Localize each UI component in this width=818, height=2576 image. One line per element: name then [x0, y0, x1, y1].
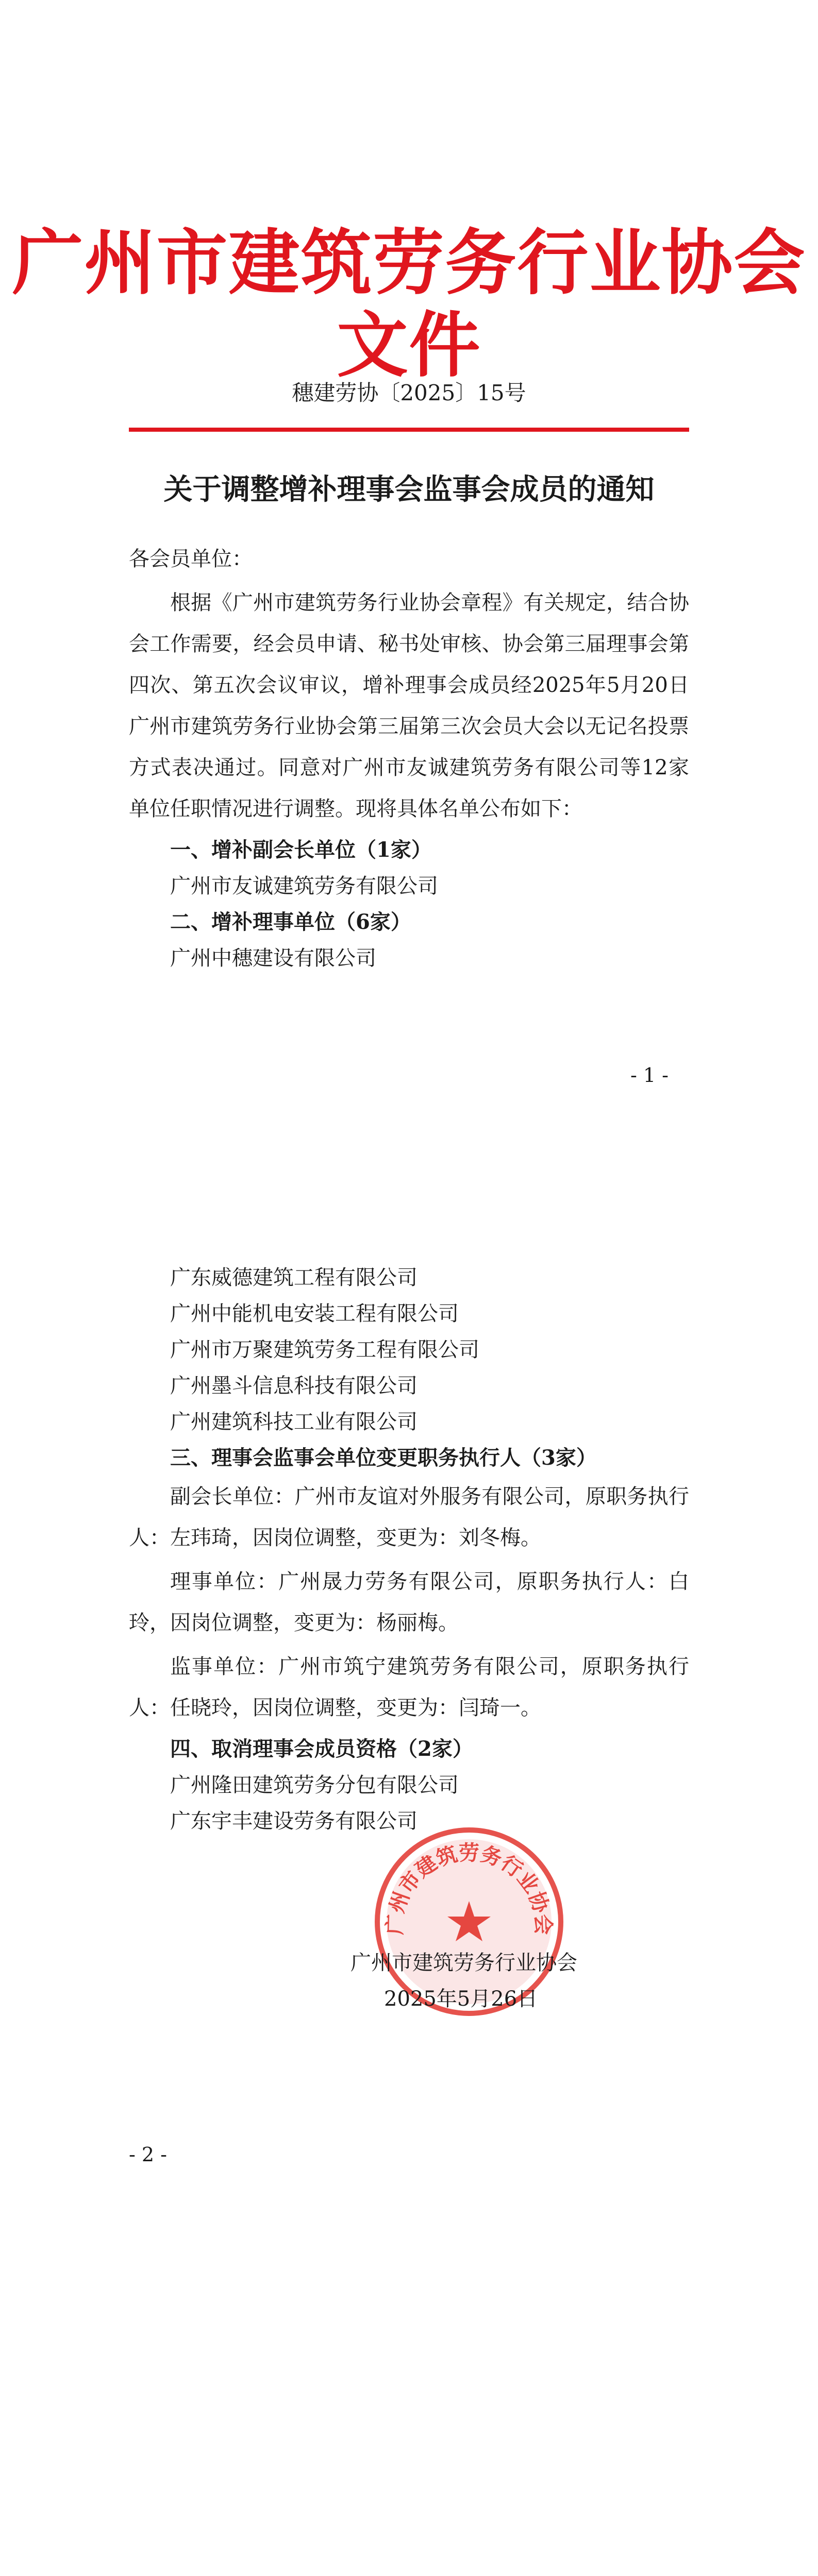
page-number-2: - 2 - [129, 2143, 168, 2166]
list-item: 广州墨斗信息科技有限公司 [170, 1374, 418, 1398]
list-item: 广州中穗建设有限公司 [170, 946, 376, 970]
list-item: 广东宇丰建设劳务有限公司 [170, 1809, 418, 1833]
notice-title: 关于调整增补理事会监事会成员的通知 [163, 472, 655, 506]
section-3-paragraph-2: 理事单位：广州晟力劳务有限公司，原职务执行人：白玲，因岗位调整，变更为：杨丽梅。 [129, 1570, 689, 1635]
seal-text: 广州市建筑劳务行业协会 [382, 1841, 556, 1936]
section-3-paragraph-3: 监事单位：广州市筑宁建筑劳务有限公司，原职务执行人：任晓玲，因岗位调整，变更为：闫琦一。 [129, 1655, 689, 1720]
list-item: 广州中能机电安装工程有限公司 [170, 1302, 459, 1326]
signature-date: 2025年5月26日 [384, 1987, 538, 2011]
document-header-title: 广州市建筑劳务行业协会文件 [12, 221, 806, 387]
section-4-heading: 四、取消理事会成员资格（2家） [170, 1737, 473, 1761]
page-number-1: - 1 - [630, 1064, 669, 1087]
list-item: 广州市友诚建筑劳务有限公司 [170, 874, 438, 898]
section-2-heading: 二、增补理事单位（6家） [170, 910, 411, 934]
section-3-paragraph-1: 副会长单位：广州市友谊对外服务有限公司，原职务执行人：左玮琦，因岗位调整，变更为：刘冬梅。 [129, 1485, 689, 1550]
header-red-rule [129, 428, 689, 432]
notice-body: 根据《广州市建筑劳务行业协会章程》有关规定，结合协会工作需要，经会员申请、秘书处审核、协会第三届理事会第四次、第五次会议审议，增补理事会成员经2025年5月20日广州市建筑劳务行业协会第三届第三次会员大会以无记名投票方式表决通过。同意对广州市友诚建筑劳务有限公司等12家单位任职情况进行调整。现将具体名单公布如下： [129, 591, 689, 821]
list-item: 广州建筑科技工业有限公司 [170, 1410, 418, 1434]
signature-org: 广州市建筑劳务行业协会 [350, 1951, 577, 1975]
section-1-heading: 一、增补副会长单位（1家） [170, 838, 432, 862]
list-item: 广州市万聚建筑劳务工程有限公司 [170, 1338, 479, 1362]
list-item: 广东威德建筑工程有限公司 [170, 1266, 418, 1290]
document-number: 穗建劳协〔2025〕15号 [292, 380, 526, 405]
section-3-heading: 三、理事会监事会单位变更职务执行人（3家） [170, 1446, 597, 1470]
salutation: 各会员单位： [129, 547, 253, 571]
list-item: 广州隆田建筑劳务分包有限公司 [170, 1773, 459, 1797]
